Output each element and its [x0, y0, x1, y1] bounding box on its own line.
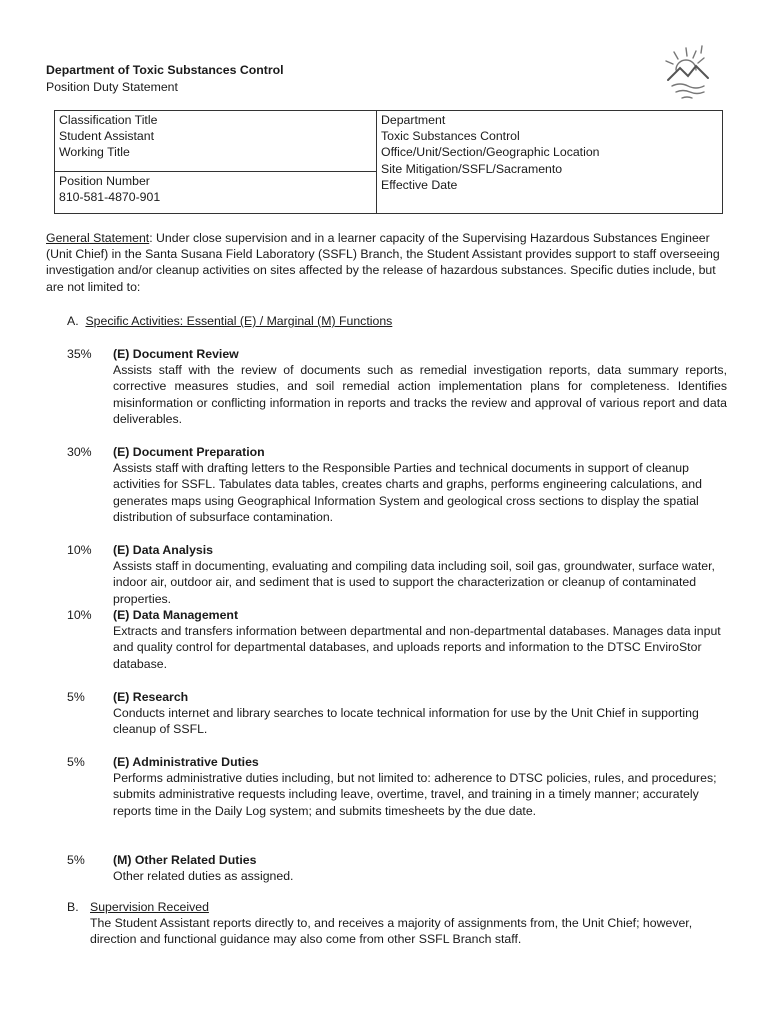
duty-percent: 5% [67, 755, 85, 769]
duty-description: Performs administrative duties including, but not limited to: adherence to DTSC policies, rules, and procedures; submits administrative requests including leave, overtime, travel, and training in a timely manner; accurately reports time in the Daily Log system; and submits timesheets by the due date. [113, 771, 717, 818]
duty-percent: 30% [67, 445, 92, 459]
duty-title: (E) Document Review [113, 347, 239, 361]
duty-title: (E) Research [113, 690, 189, 704]
duty-percent: 10% [67, 543, 92, 557]
section-b-text: The Student Assistant reports directly to, and receives a majority of assignments from, the Unit Chief; however, direction and functional guidance may also come from other SSFL Branch staff. [90, 916, 693, 947]
duty-item [67, 346, 727, 427]
dtsc-sun-logo-icon [662, 44, 722, 106]
department-title: Department of Toxic Substances Control [46, 63, 284, 77]
document-subtitle: Position Duty Statement [46, 80, 178, 94]
duty-description: Assists staff with drafting letters to the Responsible Parties and technical documents in support of cleanup activities for SSFL. Tabulates data tables, creates charts and graphs, performs engineering calculations, and generates maps using Geographical Information System and geological cross sections to display the spatial distribution of subsurface contamination. [113, 461, 702, 524]
location-label: Office/Unit/Section/Geographic Location [381, 145, 600, 160]
duty-description: Other related duties as assigned. [113, 869, 294, 884]
duty-description: Assists staff with the review of documents such as remedial investigation reports, data summary reports, corrective measures studies, and soil remedial action implementation plans for completeness. Identifies misinformation or conflicting information in reports and tracks the review and approval of various report and data deliverables. [113, 363, 727, 426]
duty-percent: 35% [67, 347, 92, 361]
location-value: Site Mitigation/SSFL/Sacramento [381, 161, 563, 176]
duty-item [67, 754, 727, 819]
department-cell [377, 111, 723, 214]
section-a-heading [67, 313, 392, 329]
department-value: Toxic Substances Control [381, 129, 520, 144]
section-b [67, 899, 727, 948]
classification-value: Student Assistant [59, 129, 155, 144]
section-b-marker: B. [67, 900, 79, 914]
general-statement [46, 230, 726, 295]
general-statement-label: General Statement [46, 231, 150, 245]
classification-label: Classification Title [59, 113, 158, 127]
department-label: Department [381, 113, 446, 127]
classification-cell [55, 111, 377, 172]
duty-description: Conducts internet and library searches to locate technical information for use by the Unit Chief in supporting cleanup of SSFL. [113, 706, 699, 737]
duty-percent: 5% [67, 853, 85, 867]
duty-item [67, 689, 727, 738]
duty-percent: 5% [67, 690, 85, 704]
duty-title: (E) Data Analysis [113, 543, 214, 557]
duty-title: (E) Document Preparation [113, 445, 265, 459]
duty-percent: 10% [67, 608, 92, 622]
general-statement-text: : Under close supervision and in a learner capacity of the Supervising Hazardous Substances Engineer (Unit Chief) in the Santa Susana Field Laboratory (SSFL) Branch, the Student Assistant provides support to staff overseeing investigation and/or cleanup activities on sites affected by the release of hazardous substances. Specific duties include, but are not limited to: [46, 231, 720, 294]
section-b-title: Supervision Received [90, 900, 209, 914]
position-number-cell [55, 172, 377, 214]
position-info-table [54, 110, 723, 214]
duty-title: (E) Administrative Duties [113, 755, 259, 769]
duty-item [67, 444, 727, 525]
duty-title: (M) Other Related Duties [113, 853, 257, 867]
section-a-title: Specific Activities: Essential (E) / Marginal (M) Functions [85, 314, 393, 328]
working-title-label: Working Title [59, 145, 130, 160]
section-a-marker: A. [67, 314, 79, 328]
position-number-value: 810-581-4870-901 [59, 190, 161, 205]
position-number-label: Position Number [59, 174, 150, 189]
duty-item [67, 542, 727, 607]
duty-description: Extracts and transfers information between departmental and non-departmental databases. Manages data input and quality control for departmental databases, and uploads reports and information to the DTSC EnviroStor database. [113, 624, 721, 671]
duty-item [67, 852, 727, 884]
duty-description: Assists staff in documenting, evaluating and compiling data including soil, soil gas, groundwater, surface water, indoor air, outdoor air, and sediment that is used to support the characterization or cleanup of contaminated properties. [113, 559, 715, 606]
duty-item [67, 607, 727, 672]
effective-date-label: Effective Date [381, 177, 458, 192]
duty-title: (E) Data Management [113, 608, 239, 622]
